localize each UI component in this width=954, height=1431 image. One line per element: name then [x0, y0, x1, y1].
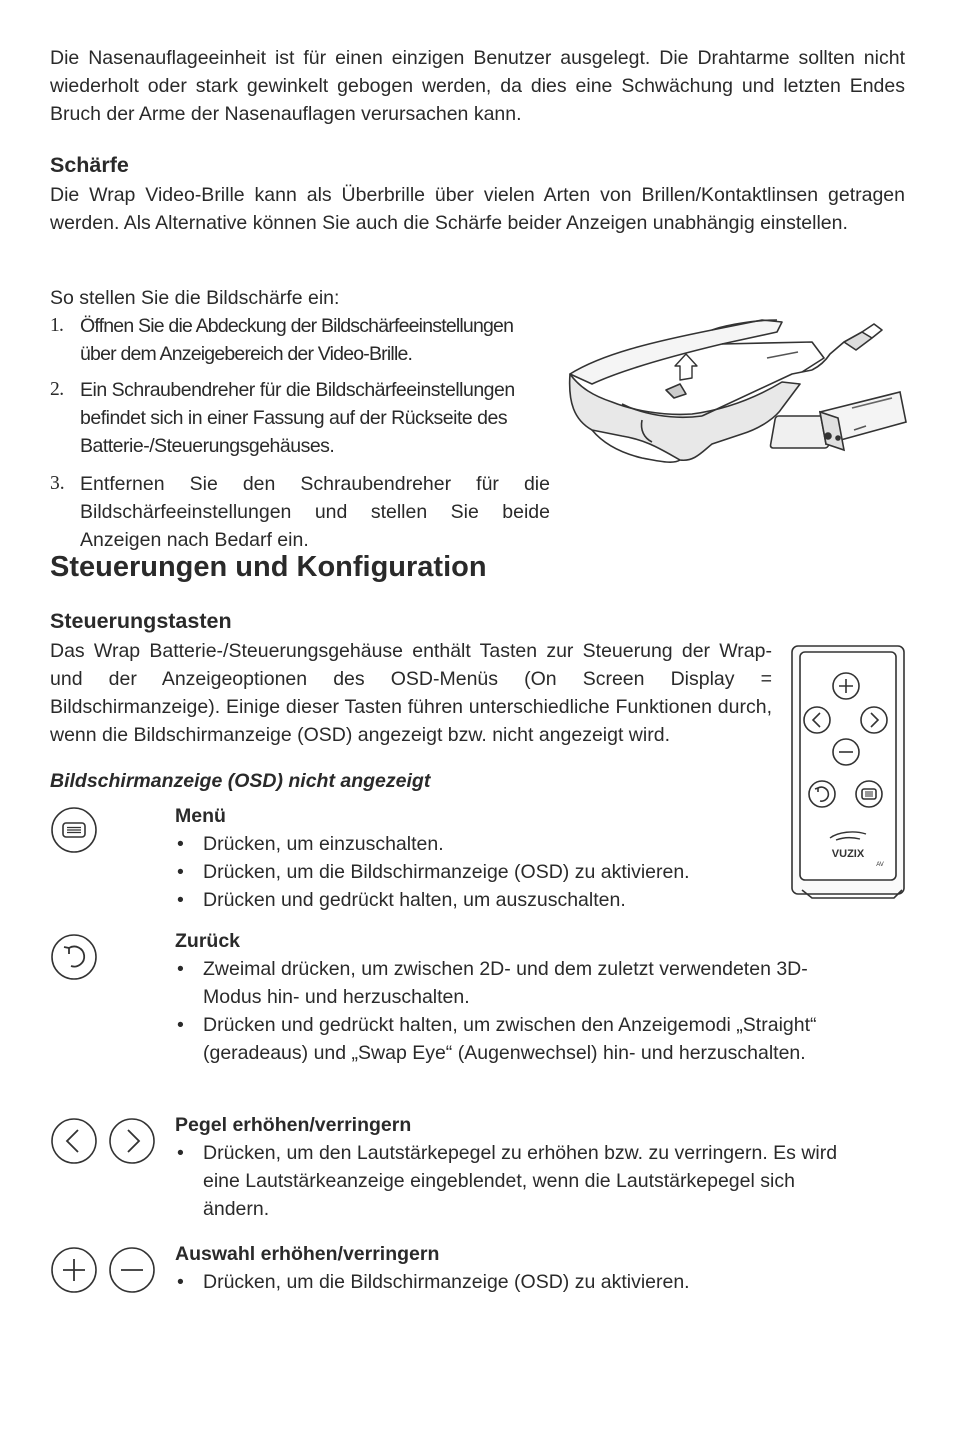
back-title: Zurück	[175, 930, 241, 952]
menu-title: Menü	[175, 805, 226, 827]
step-text: Entfernen Sie den Schraubendreher für die Bildschärfeeinstellungen und stellen Sie beide Anzeigen nach Bedarf ein.	[80, 473, 550, 551]
bullet-item: • Drücken, um einzuschalten.	[175, 830, 865, 858]
bullet-item: • Drücken und gedrückt halten, um auszuschalten.	[175, 886, 865, 914]
back-bullets	[175, 955, 865, 1067]
controls-heading: Steuerungen und Konfiguration	[50, 551, 487, 583]
step-number: 1.	[50, 315, 64, 336]
remote-brand: VUZIX	[831, 848, 865, 860]
bullet-item: • Drücken, um die Bildschirmanzeige (OSD) zu aktivieren.	[175, 1268, 865, 1296]
controls-paragraph: Das Wrap Batterie-/Steuerungsgehäuse enthält Tasten zur Steuerung der Wrap- und der Anzeigeoptionen des OSD-Menüs (On Screen Display = Bildschirmanzeige). Einige dieser Tasten führen unterschiedliche Funktionen durch, wenn die Bildschirmanzeige (OSD) angezeigt bzw. nicht angezeigt wird.	[50, 640, 772, 746]
step-number: 2.	[50, 379, 64, 400]
glasses-illustration	[562, 312, 907, 472]
bullet-item: • Drücken, um den Lautstärkepegel zu erhöhen bzw. zu verringern. Es wird eine Lautstärkeanzeige eingeblendet, wenn die Lautstärkepegel sich ändern.	[175, 1139, 865, 1223]
step-item	[50, 312, 550, 368]
focus-steps	[50, 312, 550, 460]
step-number: 3.	[50, 473, 65, 494]
focus-steps-intro: So stellen Sie die Bildschärfe ein:	[50, 287, 340, 309]
chevron-right-icon	[108, 1117, 156, 1165]
focus-paragraph: Die Wrap Video-Brille kann als Überbrille über vielen Arten von Brillen/Kontaktlinsen getragen werden. Als Alternative können Sie auch die Schärfe beider Anzeigen unabhängig einstellen.	[50, 184, 905, 234]
selection-title: Auswahl erhöhen/verringern	[175, 1243, 440, 1265]
menu-icon	[50, 806, 98, 854]
chevron-left-icon	[50, 1117, 98, 1165]
remote-badge: AV	[876, 862, 884, 868]
step-item	[50, 470, 905, 554]
minus-icon	[108, 1246, 156, 1294]
step-text: Öffnen Sie die Abdeckung der Bildschärfeeinstellungen über dem Anzeigebereich der Video-Brille.	[80, 315, 514, 365]
controls-subheading: Steuerungstasten	[50, 609, 232, 633]
intro-paragraph: Die Nasenauflageeinheit ist für einen einzigen Benutzer ausgelegt. Die Drahtarme sollten nicht wiederholt oder stark gewinkelt gebogen werden, da dies eine Schwächung und letzten Endes Bruch der Arme der Nasenauflagen verursachen kann.	[50, 47, 905, 125]
control-item-selection	[50, 1240, 905, 1310]
menu-bullets	[175, 830, 865, 914]
focus-heading: Schärfe	[50, 153, 129, 177]
control-item-level	[50, 1111, 905, 1221]
plus-icon	[50, 1246, 98, 1294]
bullet-item: • Drücken, um die Bildschirmanzeige (OSD) zu aktivieren.	[175, 858, 865, 886]
osd-heading: Bildschirmanzeige (OSD) nicht angezeigt	[50, 770, 431, 792]
selection-bullets	[175, 1268, 865, 1296]
level-bullets	[175, 1139, 865, 1223]
control-item-back	[50, 927, 905, 1097]
back-icon	[50, 933, 98, 981]
step-item	[50, 376, 550, 460]
focus-steps-continued	[50, 470, 905, 554]
level-title: Pegel erhöhen/verringern	[175, 1114, 412, 1136]
step-text: Ein Schraubendreher für die Bildschärfeeinstellungen befindet sich in einer Fassung auf der Rückseite des Batterie-/Steuerungsgehäuses.	[80, 379, 515, 457]
bullet-item: • Zweimal drücken, um zwischen 2D- und dem zuletzt verwendeten 3D-Modus hin- und herzuschalten.	[175, 955, 865, 1011]
bullet-item: • Drücken und gedrückt halten, um zwischen den Anzeigemodi „Straight“ (geradeaus) und „Swap Eye“ (Augenwechsel) hin- und herzuschalten.	[175, 1011, 865, 1067]
control-item-menu	[50, 802, 905, 922]
